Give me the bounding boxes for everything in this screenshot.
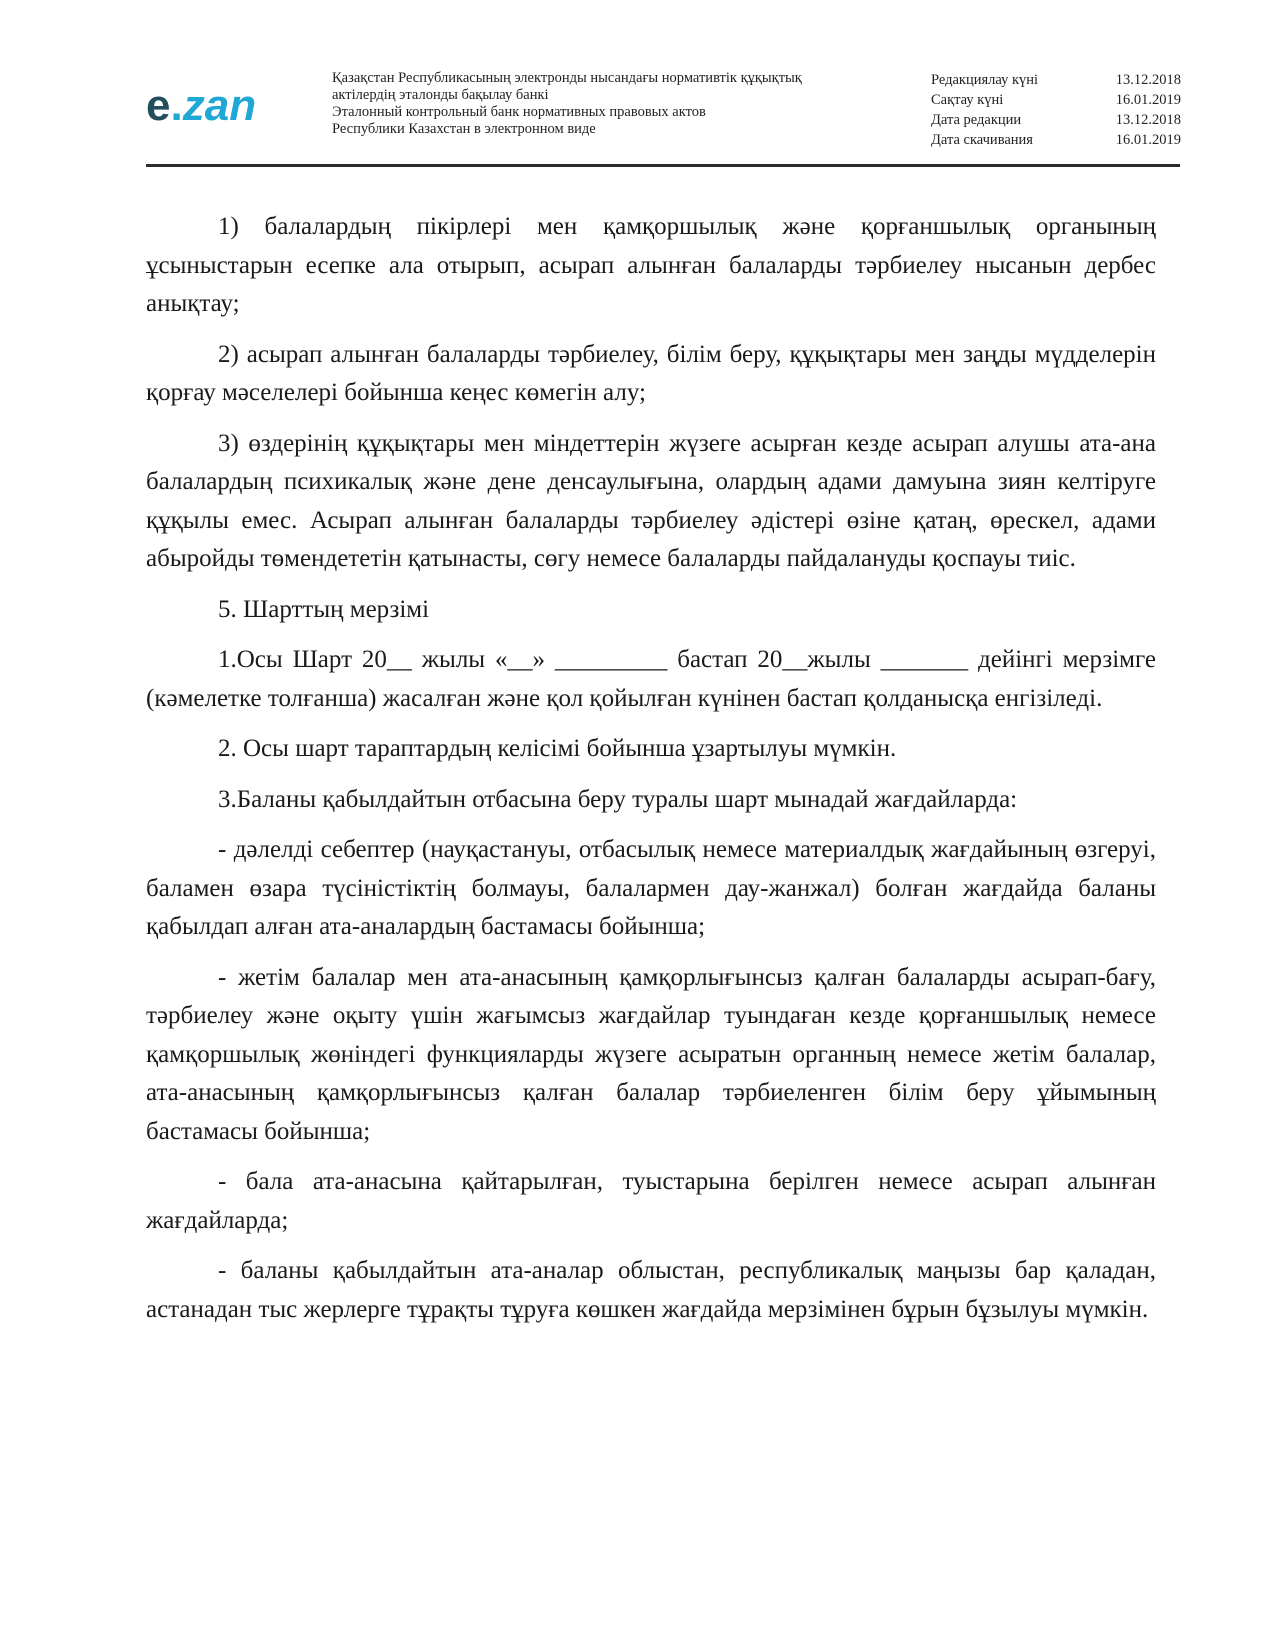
section-heading: 5. Шарттың мерзімі (218, 595, 430, 623)
ezan-logo[interactable] (146, 81, 257, 130)
document-body (146, 208, 1156, 1341)
description-line: Қазақстан Республикасының электронды нысандағы нормативтік құқықтық (332, 70, 802, 86)
header-divider (146, 164, 1180, 167)
document-header (146, 62, 1180, 162)
paragraph: - дәлелді себептер (науқастануы, отбасылық немесе материалдық жағдайының өзгеруі, баламен өзара түсіністіктің болмауы, балалармен дау-жанжал) болған жағдайда баланы қабылдап алған ата-аналардың бастамасы бойынша; (146, 836, 1156, 940)
paragraph: 1) балалардың пікірлері мен қамқоршылық және қорғаншылық органының ұсыныстарын есепке ала отырып, асырап алынған балаларды тәрбиелеу нысанын дербес анықтау; (146, 213, 1156, 317)
description-line: актілердің эталонды бақылау банкі (332, 87, 549, 103)
meta-value: 13.12.2018 (1115, 112, 1181, 128)
paragraph: 2. Осы шарт тараптардың келісімі бойынша ұзартылуы мүмкін. (218, 735, 897, 762)
logo-zan: zan (182, 81, 257, 130)
paragraph: - бала ата-анасына қайтарылған, туыстарына берілген немесе асырап алынған жағдайларда; (146, 1168, 1156, 1234)
meta-value: 16.01.2019 (1115, 132, 1181, 148)
description-line: Республики Казахстан в электронном виде (332, 121, 596, 137)
logo-e: e (146, 81, 171, 130)
meta-value: 16.01.2019 (1115, 92, 1181, 108)
meta-row-edit-date-kz (931, 70, 1181, 90)
paragraph: - баланы қабылдайтын ата-аналар облыстан, республикалық маңызы бар қаладан, астанадан тыс жерлерге тұрақты тұруға көшкен жағдайда мерзімінен бұрын бұзылуы мүмкін. (146, 1257, 1156, 1323)
paragraph: - жетім балалар мен ата-анасының қамқорлығынсыз қалған балаларды асырап-бағу, тәрбиелеу және оқыту үшін жағымсыз жағдайлар туындаған кезде қорғаншылық немесе қамқоршылық жөніндегі функцияларды жүзеге асыратын органның немесе жетім балалар, ата-анасының қамқорлығынсыз қалған балалар тәрбиеленген білім беру ұйымының бастамасы бойынша; (146, 963, 1156, 1145)
paragraph: 1.Осы Шарт 20__ жылы «__» _________ бастап 20__жылы _______ дейінгі мерзімге (кәмелетке толғанша) жасалған және қол қойылған күнінен бастап қолданысқа енгізіледі. (146, 646, 1156, 712)
meta-value: 13.12.2018 (1115, 72, 1181, 88)
logo-dot: . (170, 81, 183, 130)
paragraph: 3) өздерінің құқықтары мен міндеттерін жүзеге асырған кезде асырап алушы ата-ана балалардың психикалық және дене денсаулығына, олардың адами дамуына зиян келтіруге құқылы емес. Асырап алынған балаларды тәрбиелеу әдістері өзіне қатаң, өрескел, адами абыройды төмендететін қатынасты, сөгу немесе балаларды пайдалануды қоспауы тиіс. (146, 429, 1156, 572)
meta-row-download-date-ru (931, 130, 1181, 150)
meta-label: Редакциялау күні (931, 72, 1039, 88)
source-description (332, 70, 892, 138)
meta-label: Дата редакции (931, 112, 1022, 128)
description-line: Эталонный контрольный банк нормативных правовых актов (332, 104, 706, 120)
paragraph: 3.Баланы қабылдайтын отбасына беру туралы шарт мынадай жағдайларда: (218, 785, 1018, 813)
meta-label: Дата скачивания (931, 132, 1033, 148)
paragraph: 2) асырап алынған балаларды тәрбиелеу, білім беру, құқықтары мен заңды мүдделерін қорғау мәселелері бойынша кеңес көмегін алу; (146, 340, 1156, 406)
edition-meta (931, 70, 1181, 150)
meta-row-save-date-kz (931, 90, 1181, 110)
meta-row-edit-date-ru (931, 110, 1181, 130)
meta-label: Сақтау күні (931, 92, 1004, 108)
